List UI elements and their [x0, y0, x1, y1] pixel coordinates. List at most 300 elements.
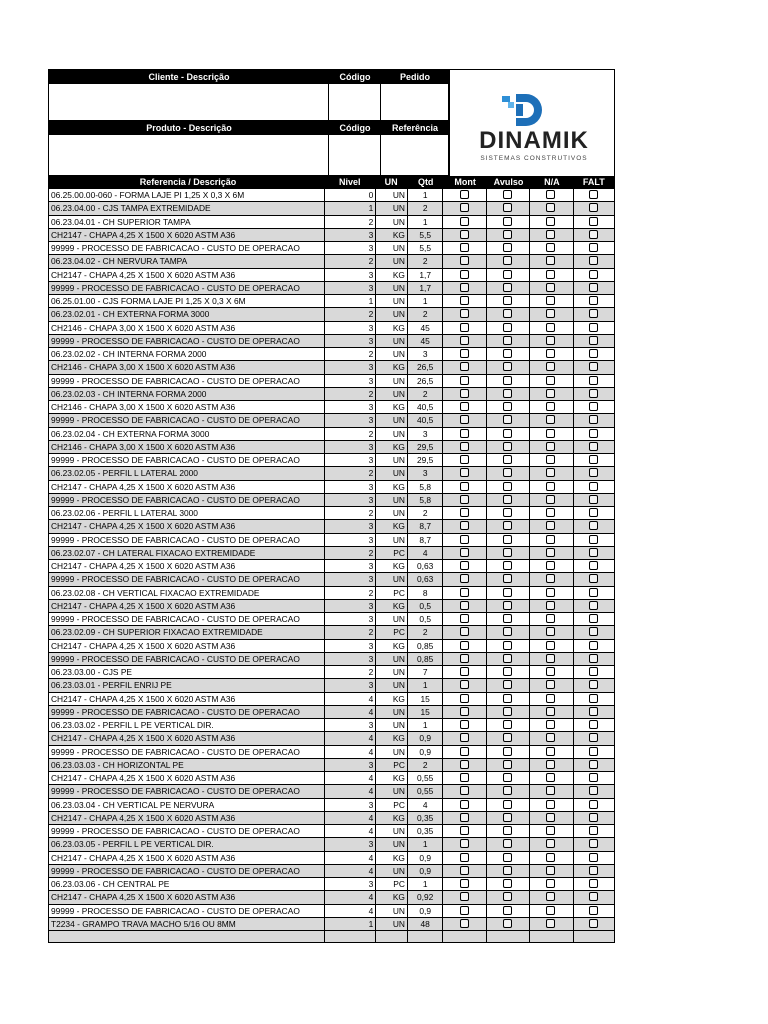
- mont-checkbox[interactable]: [460, 429, 469, 438]
- avulso-cell: [487, 693, 530, 705]
- item-level: 4: [325, 746, 376, 758]
- mont-checkbox[interactable]: [460, 495, 469, 504]
- item-quantity: 0,35: [408, 825, 444, 837]
- na-checkbox[interactable]: [546, 614, 555, 623]
- avulso-checkbox[interactable]: [503, 614, 512, 623]
- na-checkbox[interactable]: [546, 442, 555, 451]
- falt-checkbox[interactable]: [589, 773, 598, 782]
- falt-checkbox[interactable]: [589, 800, 598, 809]
- mont-checkbox[interactable]: [460, 349, 469, 358]
- avulso-checkbox[interactable]: [503, 826, 512, 835]
- avulso-checkbox[interactable]: [503, 773, 512, 782]
- mont-checkbox[interactable]: [460, 760, 469, 769]
- na-checkbox[interactable]: [546, 535, 555, 544]
- falt-checkbox[interactable]: [589, 243, 598, 252]
- falt-cell: [574, 613, 614, 625]
- na-checkbox[interactable]: [546, 521, 555, 530]
- falt-checkbox[interactable]: [589, 495, 598, 504]
- avulso-checkbox[interactable]: [503, 230, 512, 239]
- item-unit: UN: [376, 679, 408, 691]
- mont-checkbox[interactable]: [460, 733, 469, 742]
- mont-checkbox[interactable]: [460, 309, 469, 318]
- mont-checkbox[interactable]: [460, 270, 469, 279]
- falt-checkbox[interactable]: [589, 614, 598, 623]
- na-checkbox[interactable]: [546, 309, 555, 318]
- avulso-checkbox[interactable]: [503, 217, 512, 226]
- avulso-checkbox[interactable]: [503, 376, 512, 385]
- na-checkbox[interactable]: [546, 548, 555, 557]
- falt-checkbox[interactable]: [589, 561, 598, 570]
- item-description: 06.23.03.01 - PERFIL ENRIJ PE: [49, 679, 325, 691]
- avulso-cell: [487, 216, 530, 228]
- avulso-checkbox[interactable]: [503, 256, 512, 265]
- mont-checkbox[interactable]: [460, 561, 469, 570]
- avulso-checkbox[interactable]: [503, 866, 512, 875]
- na-checkbox[interactable]: [546, 773, 555, 782]
- mont-checkbox[interactable]: [460, 680, 469, 689]
- item-unit: UN: [376, 719, 408, 731]
- product-description-field[interactable]: [49, 135, 329, 176]
- avulso-checkbox[interactable]: [503, 720, 512, 729]
- na-checkbox[interactable]: [546, 203, 555, 212]
- avulso-checkbox[interactable]: [503, 627, 512, 636]
- falt-cell: [574, 679, 614, 691]
- item-description: CH2146 - CHAPA 3,00 X 1500 X 6020 ASTM A36: [49, 361, 325, 373]
- avulso-checkbox[interactable]: [503, 800, 512, 809]
- falt-checkbox[interactable]: [589, 309, 598, 318]
- na-checkbox[interactable]: [546, 707, 555, 716]
- falt-checkbox[interactable]: [589, 362, 598, 371]
- falt-checkbox[interactable]: [589, 203, 598, 212]
- falt-checkbox[interactable]: [589, 919, 598, 928]
- falt-checkbox[interactable]: [589, 217, 598, 226]
- mont-checkbox[interactable]: [460, 574, 469, 583]
- falt-checkbox[interactable]: [589, 455, 598, 464]
- na-checkbox[interactable]: [546, 429, 555, 438]
- falt-checkbox[interactable]: [589, 376, 598, 385]
- mont-checkbox[interactable]: [460, 455, 469, 464]
- mont-checkbox[interactable]: [460, 535, 469, 544]
- falt-checkbox[interactable]: [589, 535, 598, 544]
- na-checkbox[interactable]: [546, 482, 555, 491]
- table-row: [49, 693, 614, 706]
- falt-checkbox[interactable]: [589, 296, 598, 305]
- client-code-field[interactable]: [329, 84, 381, 121]
- na-checkbox[interactable]: [546, 694, 555, 703]
- na-checkbox[interactable]: [546, 468, 555, 477]
- avulso-cell: [487, 202, 530, 214]
- mont-cell: [443, 799, 486, 811]
- mont-checkbox[interactable]: [460, 694, 469, 703]
- na-checkbox[interactable]: [546, 283, 555, 292]
- na-cell: [530, 388, 573, 400]
- na-checkbox[interactable]: [546, 892, 555, 901]
- na-checkbox[interactable]: [546, 376, 555, 385]
- mont-checkbox[interactable]: [460, 230, 469, 239]
- avulso-checkbox[interactable]: [503, 561, 512, 570]
- na-checkbox[interactable]: [546, 190, 555, 199]
- na-checkbox[interactable]: [546, 243, 555, 252]
- mont-checkbox[interactable]: [460, 720, 469, 729]
- avulso-checkbox[interactable]: [503, 495, 512, 504]
- avulso-checkbox[interactable]: [503, 482, 512, 491]
- item-unit: UN: [376, 507, 408, 519]
- item-unit: UN: [376, 666, 408, 678]
- avulso-checkbox[interactable]: [503, 839, 512, 848]
- falt-cell: [574, 361, 614, 373]
- mont-cell: [443, 825, 486, 837]
- avulso-checkbox[interactable]: [503, 641, 512, 650]
- item-unit: UN: [376, 375, 408, 387]
- avulso-checkbox[interactable]: [503, 588, 512, 597]
- falt-checkbox[interactable]: [589, 826, 598, 835]
- avulso-cell: [487, 375, 530, 387]
- na-checkbox[interactable]: [546, 720, 555, 729]
- mont-checkbox[interactable]: [460, 362, 469, 371]
- falt-checkbox[interactable]: [589, 866, 598, 875]
- falt-checkbox[interactable]: [589, 429, 598, 438]
- avulso-checkbox[interactable]: [503, 786, 512, 795]
- mont-checkbox[interactable]: [460, 641, 469, 650]
- item-level: 1: [325, 295, 376, 307]
- avulso-checkbox[interactable]: [503, 429, 512, 438]
- falt-checkbox[interactable]: [589, 389, 598, 398]
- avulso-cell: [487, 414, 530, 426]
- avulso-checkbox[interactable]: [503, 548, 512, 557]
- avulso-checkbox[interactable]: [503, 336, 512, 345]
- na-checkbox[interactable]: [546, 588, 555, 597]
- avulso-checkbox[interactable]: [503, 535, 512, 544]
- avulso-cell: [487, 547, 530, 559]
- na-checkbox[interactable]: [546, 415, 555, 424]
- falt-checkbox[interactable]: [589, 283, 598, 292]
- mont-checkbox[interactable]: [460, 548, 469, 557]
- mont-checkbox[interactable]: [460, 906, 469, 915]
- falt-checkbox[interactable]: [589, 813, 598, 822]
- item-description: 06.23.03.05 - PERFIL L PE VERTICAL DIR.: [49, 838, 325, 850]
- na-checkbox[interactable]: [546, 866, 555, 875]
- avulso-checkbox[interactable]: [503, 190, 512, 199]
- falt-checkbox[interactable]: [589, 336, 598, 345]
- falt-checkbox[interactable]: [589, 906, 598, 915]
- mont-cell: [443, 229, 486, 241]
- item-unit: UN: [376, 348, 408, 360]
- item-level: 2: [325, 308, 376, 320]
- mont-checkbox[interactable]: [460, 415, 469, 424]
- avulso-checkbox[interactable]: [503, 667, 512, 676]
- avulso-checkbox[interactable]: [503, 813, 512, 822]
- mont-checkbox[interactable]: [460, 389, 469, 398]
- mont-checkbox[interactable]: [460, 336, 469, 345]
- mont-checkbox[interactable]: [460, 826, 469, 835]
- avulso-checkbox[interactable]: [503, 309, 512, 318]
- item-quantity: 15: [408, 693, 444, 705]
- item-quantity: 8: [408, 587, 444, 599]
- na-checkbox[interactable]: [546, 230, 555, 239]
- item-description: 99999 - PROCESSO DE FABRICACAO - CUSTO DE OPERACAO: [49, 534, 325, 546]
- falt-checkbox[interactable]: [589, 323, 598, 332]
- falt-checkbox[interactable]: [589, 256, 598, 265]
- falt-cell: [574, 507, 614, 519]
- falt-checkbox[interactable]: [589, 548, 598, 557]
- avulso-checkbox[interactable]: [503, 362, 512, 371]
- na-checkbox[interactable]: [546, 667, 555, 676]
- na-checkbox[interactable]: [546, 813, 555, 822]
- mont-cell: [443, 547, 486, 559]
- avulso-checkbox[interactable]: [503, 707, 512, 716]
- item-unit: UN: [376, 308, 408, 320]
- avulso-checkbox[interactable]: [503, 521, 512, 530]
- avulso-checkbox[interactable]: [503, 283, 512, 292]
- na-checkbox[interactable]: [546, 349, 555, 358]
- na-checkbox[interactable]: [546, 256, 555, 265]
- item-description: 06.23.02.08 - CH VERTICAL FIXACAO EXTREMIDADE: [49, 587, 325, 599]
- falt-checkbox[interactable]: [589, 839, 598, 848]
- mont-checkbox[interactable]: [460, 747, 469, 756]
- mont-checkbox[interactable]: [460, 482, 469, 491]
- mont-checkbox[interactable]: [460, 800, 469, 809]
- na-checkbox[interactable]: [546, 839, 555, 848]
- avulso-checkbox[interactable]: [503, 654, 512, 663]
- mont-checkbox[interactable]: [460, 376, 469, 385]
- item-level: 4: [325, 852, 376, 864]
- na-checkbox[interactable]: [546, 654, 555, 663]
- falt-checkbox[interactable]: [589, 442, 598, 451]
- falt-checkbox[interactable]: [589, 482, 598, 491]
- mont-cell: [443, 573, 486, 585]
- falt-checkbox[interactable]: [589, 641, 598, 650]
- na-checkbox[interactable]: [546, 601, 555, 610]
- item-level: 0: [325, 189, 376, 201]
- item-unit: UN: [376, 428, 408, 440]
- avulso-checkbox[interactable]: [503, 892, 512, 901]
- avulso-checkbox[interactable]: [503, 349, 512, 358]
- na-checkbox[interactable]: [546, 826, 555, 835]
- falt-checkbox[interactable]: [589, 468, 598, 477]
- client-description-field[interactable]: [49, 84, 329, 121]
- falt-cell: [574, 785, 614, 797]
- item-description: 99999 - PROCESSO DE FABRICACAO - CUSTO DE OPERACAO: [49, 335, 325, 347]
- na-checkbox[interactable]: [546, 747, 555, 756]
- falt-checkbox[interactable]: [589, 601, 598, 610]
- falt-checkbox[interactable]: [589, 853, 598, 862]
- order-field[interactable]: [381, 84, 449, 121]
- product-code-field[interactable]: [329, 135, 381, 176]
- falt-checkbox[interactable]: [589, 680, 598, 689]
- mont-checkbox[interactable]: [460, 866, 469, 875]
- mont-checkbox[interactable]: [460, 654, 469, 663]
- avulso-checkbox[interactable]: [503, 747, 512, 756]
- mont-checkbox[interactable]: [460, 601, 469, 610]
- na-checkbox[interactable]: [546, 786, 555, 795]
- avulso-checkbox[interactable]: [503, 389, 512, 398]
- item-quantity: 1: [408, 216, 444, 228]
- falt-checkbox[interactable]: [589, 270, 598, 279]
- avulso-checkbox[interactable]: [503, 402, 512, 411]
- na-checkbox[interactable]: [546, 270, 555, 279]
- mont-checkbox[interactable]: [460, 892, 469, 901]
- mont-checkbox[interactable]: [460, 813, 469, 822]
- na-checkbox[interactable]: [546, 362, 555, 371]
- avulso-checkbox[interactable]: [503, 733, 512, 742]
- mont-checkbox[interactable]: [460, 588, 469, 597]
- avulso-checkbox[interactable]: [503, 442, 512, 451]
- mont-cell: [443, 918, 486, 930]
- item-quantity: 3: [408, 348, 444, 360]
- avulso-checkbox[interactable]: [503, 601, 512, 610]
- avulso-checkbox[interactable]: [503, 919, 512, 928]
- falt-checkbox[interactable]: [589, 667, 598, 676]
- mont-checkbox[interactable]: [460, 217, 469, 226]
- mont-checkbox[interactable]: [460, 707, 469, 716]
- na-checkbox[interactable]: [546, 217, 555, 226]
- client-fields-row: [49, 84, 449, 121]
- na-checkbox[interactable]: [546, 733, 555, 742]
- avulso-cell: [487, 534, 530, 546]
- col-na-header: N/A: [544, 177, 560, 187]
- avulso-checkbox[interactable]: [503, 853, 512, 862]
- avulso-checkbox[interactable]: [503, 270, 512, 279]
- na-checkbox[interactable]: [546, 627, 555, 636]
- mont-checkbox[interactable]: [460, 839, 469, 848]
- na-checkbox[interactable]: [546, 853, 555, 862]
- avulso-checkbox[interactable]: [503, 879, 512, 888]
- avulso-checkbox[interactable]: [503, 508, 512, 517]
- mont-checkbox[interactable]: [460, 442, 469, 451]
- mont-checkbox[interactable]: [460, 296, 469, 305]
- item-level: 2: [325, 388, 376, 400]
- avulso-checkbox[interactable]: [503, 296, 512, 305]
- reference-field[interactable]: [381, 135, 449, 176]
- na-checkbox[interactable]: [546, 906, 555, 915]
- avulso-checkbox[interactable]: [503, 415, 512, 424]
- falt-checkbox[interactable]: [589, 190, 598, 199]
- na-cell: [530, 719, 573, 731]
- na-checkbox[interactable]: [546, 800, 555, 809]
- mont-checkbox[interactable]: [460, 614, 469, 623]
- mont-checkbox[interactable]: [460, 667, 469, 676]
- mont-checkbox[interactable]: [460, 203, 469, 212]
- mont-cell: [443, 216, 486, 228]
- na-checkbox[interactable]: [546, 760, 555, 769]
- na-checkbox[interactable]: [546, 402, 555, 411]
- mont-checkbox[interactable]: [460, 256, 469, 265]
- falt-checkbox[interactable]: [589, 230, 598, 239]
- avulso-checkbox[interactable]: [503, 203, 512, 212]
- avulso-checkbox[interactable]: [503, 694, 512, 703]
- falt-checkbox[interactable]: [589, 879, 598, 888]
- falt-checkbox[interactable]: [589, 402, 598, 411]
- item-description: 06.23.04.00 - CJS TAMPA EXTREMIDADE: [49, 202, 325, 214]
- na-checkbox[interactable]: [546, 879, 555, 888]
- mont-checkbox[interactable]: [460, 508, 469, 517]
- mont-checkbox[interactable]: [460, 773, 469, 782]
- mont-checkbox[interactable]: [460, 243, 469, 252]
- item-quantity: 40,5: [408, 414, 444, 426]
- mont-checkbox[interactable]: [460, 786, 469, 795]
- mont-checkbox[interactable]: [460, 323, 469, 332]
- falt-checkbox[interactable]: [589, 733, 598, 742]
- na-checkbox[interactable]: [546, 574, 555, 583]
- na-checkbox[interactable]: [546, 455, 555, 464]
- falt-checkbox[interactable]: [589, 892, 598, 901]
- mont-cell: [443, 878, 486, 890]
- item-quantity: 5,5: [408, 242, 444, 254]
- client-description-label: Cliente - Descrição: [49, 70, 329, 84]
- avulso-cell: [487, 401, 530, 413]
- na-checkbox[interactable]: [546, 495, 555, 504]
- avulso-checkbox[interactable]: [503, 323, 512, 332]
- mont-checkbox[interactable]: [460, 190, 469, 199]
- item-level: 3: [325, 322, 376, 334]
- na-checkbox[interactable]: [546, 323, 555, 332]
- avulso-checkbox[interactable]: [503, 468, 512, 477]
- falt-checkbox[interactable]: [589, 707, 598, 716]
- falt-checkbox[interactable]: [589, 760, 598, 769]
- falt-cell: [574, 918, 614, 930]
- avulso-checkbox[interactable]: [503, 906, 512, 915]
- na-cell: [530, 693, 573, 705]
- reference-label: Referência: [381, 121, 449, 135]
- mont-checkbox[interactable]: [460, 402, 469, 411]
- mont-checkbox[interactable]: [460, 468, 469, 477]
- avulso-checkbox[interactable]: [503, 455, 512, 464]
- avulso-checkbox[interactable]: [503, 760, 512, 769]
- falt-cell: [574, 388, 614, 400]
- avulso-checkbox[interactable]: [503, 574, 512, 583]
- falt-checkbox[interactable]: [589, 521, 598, 530]
- falt-checkbox[interactable]: [589, 574, 598, 583]
- na-checkbox[interactable]: [546, 641, 555, 650]
- falt-checkbox[interactable]: [589, 508, 598, 517]
- mont-checkbox[interactable]: [460, 283, 469, 292]
- item-description: 06.25.00.00-060 - FORMA LAJE PI 1,25 X 0,3 X 6M: [49, 189, 325, 201]
- falt-checkbox[interactable]: [589, 654, 598, 663]
- na-cell: [530, 878, 573, 890]
- item-quantity: 0,5: [408, 600, 444, 612]
- mont-checkbox[interactable]: [460, 853, 469, 862]
- na-checkbox[interactable]: [546, 389, 555, 398]
- falt-checkbox[interactable]: [589, 720, 598, 729]
- item-unit: UN: [376, 706, 408, 718]
- na-checkbox[interactable]: [546, 336, 555, 345]
- na-cell: [530, 269, 573, 281]
- falt-checkbox[interactable]: [589, 588, 598, 597]
- falt-checkbox[interactable]: [589, 415, 598, 424]
- mont-checkbox[interactable]: [460, 521, 469, 530]
- na-checkbox[interactable]: [546, 508, 555, 517]
- na-checkbox[interactable]: [546, 680, 555, 689]
- mont-cell: [443, 428, 486, 440]
- falt-checkbox[interactable]: [589, 349, 598, 358]
- avulso-checkbox[interactable]: [503, 680, 512, 689]
- falt-checkbox[interactable]: [589, 747, 598, 756]
- na-checkbox[interactable]: [546, 919, 555, 928]
- falt-checkbox[interactable]: [589, 627, 598, 636]
- item-unit: UN: [376, 295, 408, 307]
- mont-checkbox[interactable]: [460, 627, 469, 636]
- mont-cell: [443, 348, 486, 360]
- avulso-checkbox[interactable]: [503, 243, 512, 252]
- mont-checkbox[interactable]: [460, 879, 469, 888]
- mont-checkbox[interactable]: [460, 919, 469, 928]
- na-checkbox[interactable]: [546, 296, 555, 305]
- falt-checkbox[interactable]: [589, 786, 598, 795]
- falt-checkbox[interactable]: [589, 694, 598, 703]
- na-checkbox[interactable]: [546, 561, 555, 570]
- item-description: 06.23.02.07 - CH LATERAL FIXACAO EXTREMIDADE: [49, 547, 325, 559]
- falt-cell: [574, 414, 614, 426]
